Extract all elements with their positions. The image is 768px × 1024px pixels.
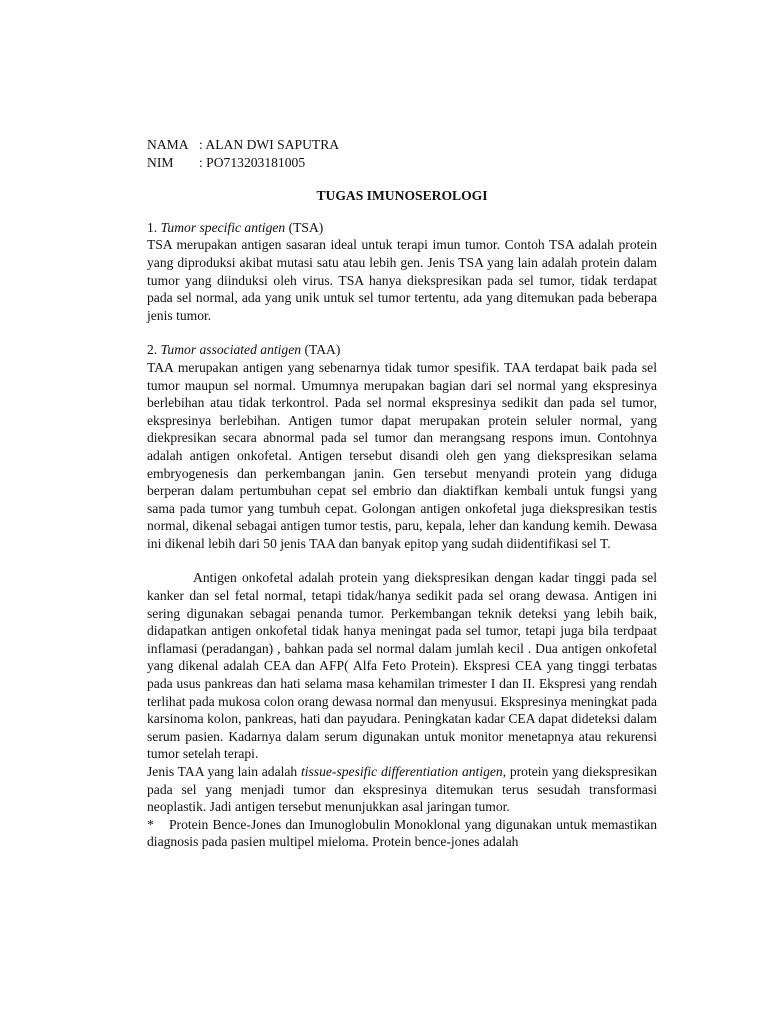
name-value: : ALAN DWI SAPUTRA: [199, 137, 340, 152]
section1-body: TSA merupakan antigen sasaran ideal untuk terapi imun tumor. Contoh TSA adalah protein yang diproduksi akibat mutasi satu atau lebih gen. Jenis TSA yang lain adalah protein dalam tumor yang diinduksi oleh virus. TSA hanya diekspresikan pada sel tumor, tidak terdapat pada sel normal, ada yang unik untuk sel tumor tertentu, ada yang ditemukan pada beberapa jenis tumor.: [147, 237, 657, 323]
bullet-paragraph: [147, 816, 657, 851]
section2-abbr: (TAA): [301, 342, 341, 358]
section2-heading: [147, 341, 657, 359]
nim-value: : PO713203181005: [199, 154, 306, 170]
section1-heading: [147, 219, 657, 237]
section1-term: Tumor specific antigen: [160, 219, 286, 235]
tissue-term: tissue-spesific differentiation antigen: [300, 764, 503, 779]
section2-term: Tumor associated antigen: [160, 342, 302, 358]
bullet-symbol: *: [147, 816, 154, 832]
bullet-text: Protein Bence-Jones dan Imunoglobulin Monoklonal yang digunakan untuk memastikan diagnosis pada pasien multipel mieloma. Protein bence-jones adalah: [147, 816, 657, 850]
tissue-post: , protein yang diekspresikan pada sel yang menjadi tumor dan ekspresinya ditemukan terus sesudah transformasi neoplastik. Jadi antigen tersebut menunjukkan asal jaringan tumor.: [147, 764, 657, 815]
nim-line: [147, 154, 657, 172]
onkofetal-paragraph: Antigen onkofetal adalah protein yang diekspresikan dengan kadar tinggi pada sel kanker dan sel fetal normal, tetapi tidak/hanya sedikit pada sel orang dewasa. Antigen ini sering digunakan sebagai penanda tumor. Perkembangan teknik deteksi yang lebih baik, didapatkan antigen onkofetal tidak hanya meningat pada sel tumor, tetapi juga bila terdpaat inflamasi (peradangan) , bahkan pada sel normal dalam jumlah kecil . Dua antigen onkofetal yang dikenal adalah CEA dan AFP( Alfa Feto Protein). Ekspresi CEA yang tinggi terbatas pada usus pankreas dan hati selama masa kehamilan trimester I dan II. Ekspresi yang rendah terlihat pada mukosa colon orang dewasa normal dan menyusui. Ekspresinya meningkat pada karsinoma kolon, pankreas, hati dan payudara. Peningkatan kadar CEA dapat dideteksi dalam serum pasien. Kadarnya dalam serum digunakan untuk monitor menetapnya atau rekurensi tumor setelah terapi.: [147, 570, 657, 762]
document-content: [147, 136, 657, 851]
section1-number: 1.: [147, 219, 161, 235]
section2-number: 2.: [147, 342, 161, 358]
name-label: NAMA: [147, 137, 189, 152]
section2-body: TAA merupakan antigen yang sebenarnya tidak tumor spesifik. TAA terdapat baik pada sel tumor maupun sel normal. Umumnya merupakan bagian dari sel normal yang ekspresinya berlebihan atau tidak terkontrol. Pada sel normal ekspresinya sedikit dan pada sel tumor, ekspresinya berlebihan. Antigen tumor dapat merupakan protein seluler normal, yang diekpresikan secara abnormal pada sel tumor dan merangsang respons imun. Contohnya adalah antigen onkofetal. Antigen tersebut disandi oleh gen yang diekspresikan selama embryogenesis dan perkembangan janin. Gen tersebut menyandi protein yang diduga berperan dalam pertumbuhan cepat sel embrio dan diaktifkan kembali untuk fungsi yang sama pada tumor yang tumbuh cepat. Golongan antigen onkofetal juga diekspresikan testis normal, dikenal sebagai antigen tumor testis, paru, kepala, leher dan kandung kemih. Dewasa ini dikenal lebih dari 50 jenis TAA dan banyak epitop yang sudah diidentifikasi sel T.: [147, 359, 657, 551]
tissue-paragraph: [147, 763, 657, 816]
tissue-pre: Jenis TAA yang lain adalah: [147, 764, 301, 779]
section1-abbr: (TSA): [285, 219, 324, 235]
document-title: TUGAS IMUNOSEROLOGI: [316, 188, 488, 204]
name-line: [147, 136, 657, 154]
nim-label: NIM: [147, 154, 174, 170]
